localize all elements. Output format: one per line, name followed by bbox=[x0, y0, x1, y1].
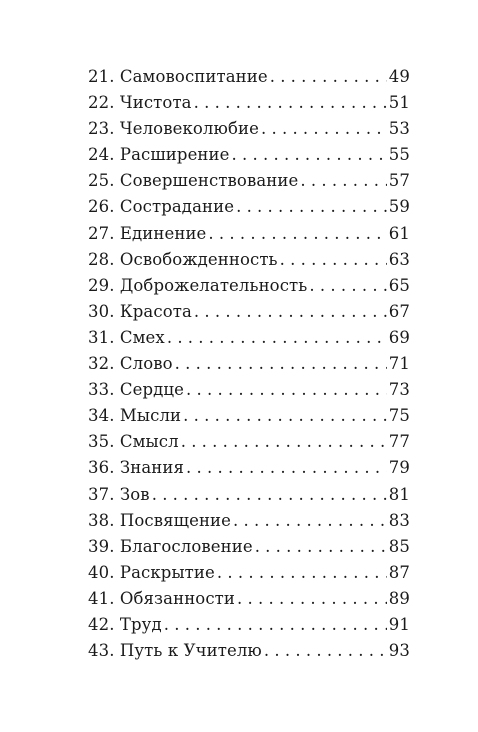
toc-entry bbox=[88, 638, 410, 664]
toc-page-number: 79 bbox=[388, 458, 410, 478]
toc-entry bbox=[88, 90, 410, 116]
toc-entry-title: 36. Знания bbox=[88, 458, 185, 478]
toc-dot-leader bbox=[233, 508, 387, 534]
toc-page-number: 65 bbox=[388, 275, 410, 295]
toc-entry bbox=[88, 116, 410, 142]
toc-entry-title: 34. Мысли bbox=[88, 406, 182, 426]
toc-dot-leader bbox=[261, 116, 387, 142]
toc-dot-leader bbox=[181, 429, 387, 455]
toc-entry bbox=[88, 247, 410, 273]
toc-page-number: 67 bbox=[388, 301, 410, 321]
toc-dot-leader bbox=[300, 168, 386, 194]
toc-entry bbox=[88, 612, 410, 638]
toc-entry bbox=[88, 221, 410, 247]
toc-entry bbox=[88, 325, 410, 351]
toc-entry-title: 28. Освобожденность bbox=[88, 249, 278, 269]
toc-entry-title: 39. Благословение bbox=[88, 536, 253, 556]
toc-entry-title: 42. Труд bbox=[88, 614, 162, 634]
toc-dot-leader bbox=[236, 194, 387, 220]
toc-dot-leader bbox=[183, 403, 387, 429]
toc-dot-leader bbox=[309, 273, 386, 299]
toc-page-number: 51 bbox=[388, 93, 410, 113]
toc-dot-leader bbox=[255, 534, 387, 560]
toc-entry bbox=[88, 508, 410, 534]
toc-dot-leader bbox=[194, 299, 387, 325]
toc-dot-leader bbox=[186, 455, 387, 481]
toc-page-number: 87 bbox=[388, 562, 410, 582]
toc-page-number: 77 bbox=[388, 432, 410, 452]
toc-entry bbox=[88, 403, 410, 429]
toc-entry bbox=[88, 429, 410, 455]
toc-entry-title: 27. Единение bbox=[88, 223, 207, 243]
toc-page-number: 61 bbox=[388, 223, 410, 243]
toc-page-number: 55 bbox=[388, 145, 410, 165]
toc-entry-title: 25. Совершенствование bbox=[88, 171, 299, 191]
toc-page-number: 73 bbox=[388, 380, 410, 400]
toc-entry-title: 32. Слово bbox=[88, 354, 173, 374]
toc-entry bbox=[88, 455, 410, 481]
toc-entry bbox=[88, 377, 410, 403]
toc-dot-leader bbox=[264, 638, 387, 664]
toc-page-number: 89 bbox=[388, 588, 410, 608]
toc-entry-title: 23. Человеколюбие bbox=[88, 119, 259, 139]
toc-dot-leader bbox=[167, 325, 387, 351]
toc-entry bbox=[88, 299, 410, 325]
toc-entry-title: 41. Обязанности bbox=[88, 588, 235, 608]
table-of-contents bbox=[88, 64, 410, 664]
toc-entry-title: 29. Доброжелательность bbox=[88, 275, 308, 295]
toc-dot-leader bbox=[217, 560, 387, 586]
toc-entry-title: 40. Раскрытие bbox=[88, 562, 215, 582]
toc-page-number: 93 bbox=[388, 641, 410, 661]
toc-entry bbox=[88, 168, 410, 194]
toc-dot-leader bbox=[175, 351, 387, 377]
toc-page-number: 85 bbox=[388, 536, 410, 556]
toc-page-number: 53 bbox=[388, 119, 410, 139]
toc-dot-leader bbox=[152, 482, 387, 508]
toc-dot-leader bbox=[232, 142, 387, 168]
toc-page-number: 91 bbox=[388, 614, 410, 634]
toc-page-number: 81 bbox=[388, 484, 410, 504]
toc-dot-leader bbox=[237, 586, 387, 612]
toc-entry-title: 37. Зов bbox=[88, 484, 150, 504]
toc-dot-leader bbox=[186, 377, 387, 403]
toc-entry-title: 24. Расширение bbox=[88, 145, 230, 165]
toc-entry bbox=[88, 586, 410, 612]
toc-entry-title: 35. Смысл bbox=[88, 432, 179, 452]
toc-entry-title: 31. Смех bbox=[88, 327, 165, 347]
toc-page-number: 71 bbox=[388, 354, 410, 374]
toc-entry-title: 22. Чистота bbox=[88, 93, 192, 113]
toc-page-number: 75 bbox=[388, 406, 410, 426]
toc-entry bbox=[88, 534, 410, 560]
toc-entry-title: 21. Самовоспитание bbox=[88, 67, 268, 86]
toc-dot-leader bbox=[208, 221, 386, 247]
toc-page-number: 49 bbox=[388, 67, 410, 86]
toc-page-number: 63 bbox=[388, 249, 410, 269]
toc-dot-leader bbox=[270, 64, 387, 90]
toc-entry bbox=[88, 142, 410, 168]
toc-entry-title: 30. Красота bbox=[88, 301, 192, 321]
toc-page-number: 59 bbox=[388, 197, 410, 217]
toc-page-number: 83 bbox=[388, 510, 410, 530]
toc-page-number: 57 bbox=[388, 171, 410, 191]
toc-entry bbox=[88, 273, 410, 299]
toc-entry bbox=[88, 351, 410, 377]
toc-page-number: 69 bbox=[388, 327, 410, 347]
toc-entry-title: 38. Посвящение bbox=[88, 510, 232, 530]
toc-entry bbox=[88, 64, 410, 90]
toc-entry-title: 43. Путь к Учителю bbox=[88, 641, 262, 661]
toc-entry bbox=[88, 482, 410, 508]
toc-dot-leader bbox=[164, 612, 387, 638]
toc-entry-title: 26. Сострадание bbox=[88, 197, 235, 217]
toc-entry bbox=[88, 194, 410, 220]
toc-entry bbox=[88, 560, 410, 586]
toc-entry-title: 33. Сердце bbox=[88, 380, 184, 400]
toc-dot-leader bbox=[194, 90, 387, 116]
toc-dot-leader bbox=[280, 247, 387, 273]
